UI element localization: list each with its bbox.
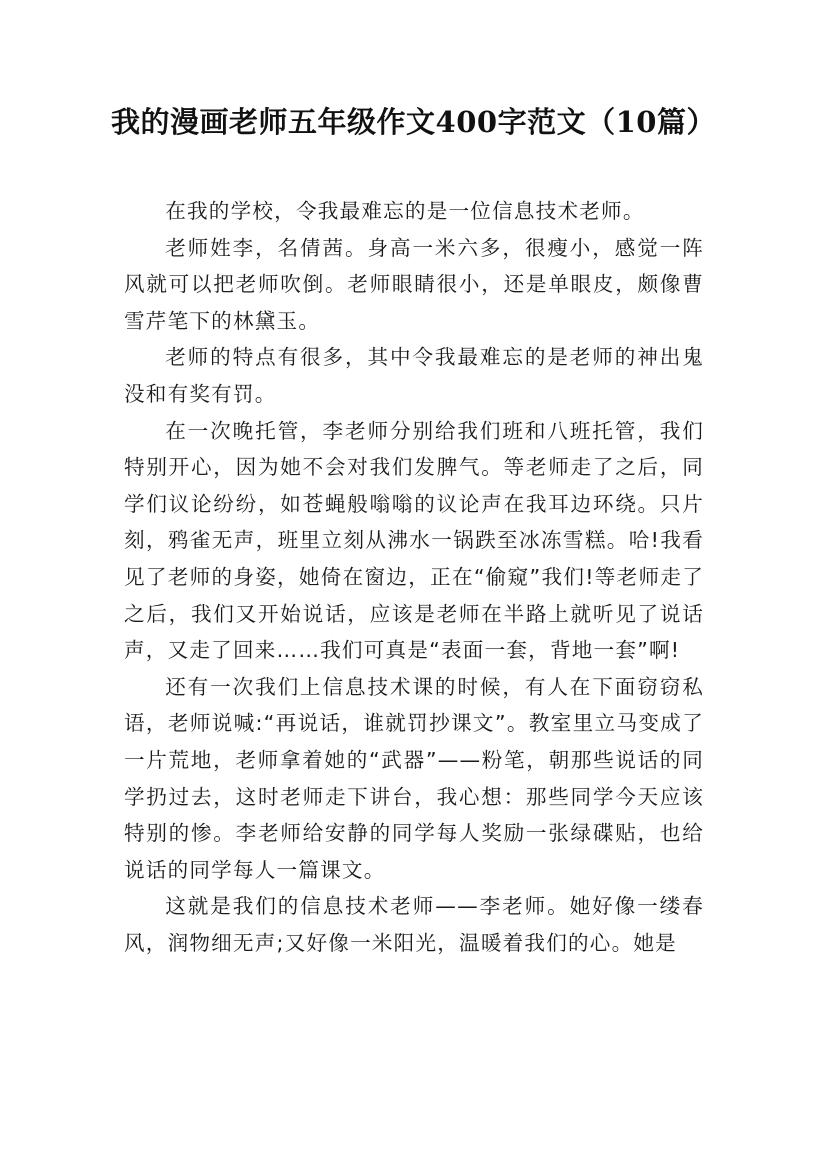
paragraph-4: 在一次晚托管，李老师分别给我们班和八班托管，我们特别开心，因为她不会对我们发脾气。等老师走了之后，同学们议论纷纷，如苍蝇般嗡嗡的议论声在我耳边环绕。只片刻，鸦雀无声，班里立刻从沸水一锅跌至冰冻雪糕。哈!我看见了老师的身姿，她倚在窗边，正在“偷窥”我们!等老师走了之后，我们又开始说话，应该是老师在半路上就听见了说话声，又走了回来……我们可真是“表面一套，背地一套”啊! (124, 418, 704, 663)
paragraph-2: 老师姓李，名倩茜。身高一米六多，很瘦小，感觉一阵风就可以把老师吹倒。老师眼睛很小，还是单眼皮，颇像曹雪芹笔下的林黛玉。 (124, 235, 704, 333)
document-body (124, 193, 704, 961)
document-title: 我的漫画老师五年级作文400字范文（10篇） (111, 105, 716, 139)
paragraph-3: 老师的特点有很多，其中令我最难忘的是老师的神出鬼没和有奖有罚。 (124, 345, 704, 406)
paragraph-6: 这就是我们的信息技术老师——李老师。她好像一缕春风，润物细无声;又好像一米阳光，温暖着我们的心。她是 (124, 894, 704, 955)
paragraph-1: 在我的学校，令我最难忘的是一位信息技术老师。 (165, 199, 645, 223)
paragraph-5: 还有一次我们上信息技术课的时候，有人在下面窃窃私语，老师说喊:“再说话，谁就罚抄课文”。教室里立马变成了一片荒地，老师拿着她的“武器”——粉笔，朝那些说话的同学扔过去，这时老师走下讲台，我心想：那些同学今天应该特别的惨。李老师给安静的同学每人奖励一张绿碟贴，也给说话的同学每人一篇课文。 (124, 674, 704, 882)
